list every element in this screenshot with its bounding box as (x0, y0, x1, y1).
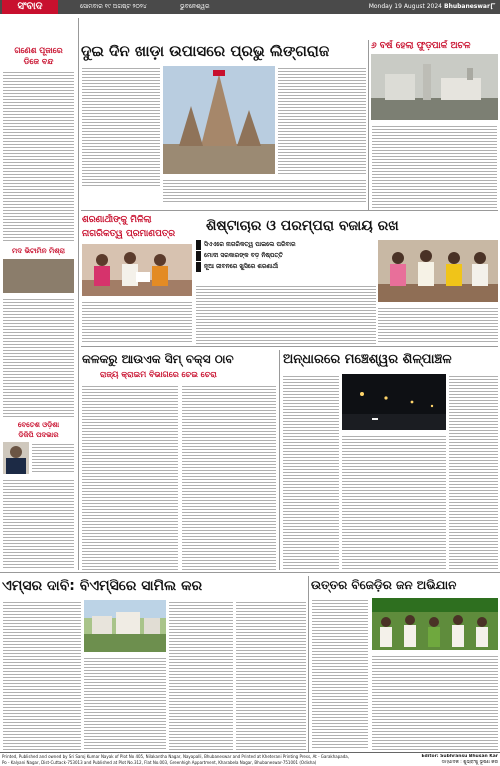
citizenship-photo (82, 244, 192, 296)
culture-body-right (378, 306, 498, 344)
masthead-date-odia: ସୋମବାର ୧୯ ଅଗଷ୍ଟ ୨୦୨୪ (80, 3, 147, 10)
section-rule-2 (81, 346, 498, 347)
culture-body-left (82, 300, 192, 344)
dgp-portrait (3, 442, 29, 474)
dark-street-photo (342, 374, 446, 430)
left-story1-title: ଗଣେଶ ପୂଜାରେ (2, 46, 75, 56)
footer-editor-odia: ସମ୍ପାଦକ : ଶୁଭ୍ରାଂଶୁ ଭୂଷଣ କର (441, 760, 498, 765)
food-park-photo (371, 54, 498, 120)
lead-temple-photo (163, 66, 275, 174)
sim-headline: କଳକରୁ ଆଉଏକ ସିମ୍ ବକ୍ସ ଠାବ (82, 352, 234, 366)
side-body (372, 124, 497, 210)
bmc-body-col2 (84, 656, 166, 750)
sim-body-col2 (182, 384, 276, 570)
masthead-date-english: Monday 19 August 2024 (368, 3, 442, 10)
left-story3-subtitle: ଡିଜିପି ପଦଭାର (2, 430, 75, 440)
column-rule-left (78, 18, 79, 570)
culture-bullet-2: ମୋଦୀ ସରକାରଙ୍କ ବଡ଼ ନିଷ୍ପତ୍ତି (196, 251, 376, 261)
left-story3-title: ବେତେଶ ଓଡ଼ିଶା (2, 420, 75, 430)
column-rule-sim (279, 350, 280, 570)
dark-body-col1 (283, 374, 339, 570)
aiims-campus-photo (84, 600, 166, 652)
lead-body-bottom (163, 178, 366, 204)
footer (0, 752, 500, 765)
sim-subheadline: ରାଜ୍ୟ କ୍ରାଇମ ବିଭାଗରେ ଚେଇ ଚେରା (100, 370, 217, 379)
section-rule-3 (0, 572, 500, 573)
left-story2-body (3, 297, 74, 417)
culture-bullets (196, 240, 376, 280)
left-story2-photo (3, 259, 74, 293)
masthead (0, 0, 500, 14)
bmc-headline: ଏମ୍‌ସର ଦାବି: ବିଏମ୍‌ସିରେ ସାମିଲ କର (2, 578, 203, 594)
bmc-body-col3 (169, 600, 233, 750)
culture-body-mid (196, 284, 376, 344)
left-story3-body-top (32, 442, 74, 474)
bjd-rally-photo (372, 598, 498, 650)
lead-body-col2 (278, 66, 366, 174)
left-story3-body (3, 478, 74, 570)
side-headline: ୬ ବର୍ଷ ହେଲା ଫୁଡ଼ପାର୍କ ଅଚଳ (371, 41, 471, 51)
ceremony-illustration (82, 244, 192, 296)
left-story1-subtitle: ଡିଜେ ବନ୍ଦ (2, 57, 75, 67)
sim-body-col1 (82, 384, 178, 570)
masthead-logo[interactable]: ସଂବାଦ (2, 0, 58, 14)
night-road-illustration (342, 374, 446, 430)
culture-bullet-3: ନୂଆ ଜୀବନରେ ଖୁସିରେ ଶରଣାର୍ଥୀ (196, 262, 376, 272)
footer-editor: Editor: Subhransu Bhusan Kar (421, 754, 498, 759)
bmc-body-col4 (236, 600, 306, 750)
masthead-edition-english: Bhubaneswar (444, 3, 490, 10)
section-rule-1 (81, 210, 498, 211)
bjd-headline: ଉତ୍ତର ବିଜେଡ଼ିର ଜନ ଅଭିଯାନ (311, 578, 457, 592)
bmc-body-col1 (3, 600, 81, 750)
bjd-body-col2 (372, 654, 498, 750)
governor-photo (378, 240, 498, 302)
column-rule-mid (368, 40, 369, 210)
footer-imprint-line1: Printed, Published and owned by Sri Saroj Kumar Nayak of Plot No 405, Nilakantha Nagar, Nayapalli, Bhubaneswar and Printed at Kheterani Printing Press, At - Garakhapada, (2, 754, 349, 759)
masthead-edition-odia: ଭୁବନେଶ୍ୱର (180, 3, 210, 10)
lead-body-col1 (82, 66, 160, 186)
dark-headline: ଅନ୍ଧାରରେ ମଞ୍ଚେଶ୍ୱର ଶିଳ୍ପାଞ୍ଚଳ (283, 352, 452, 367)
culture-headline: ଶିଷ୍ଟାଚାର ଓ ପରମ୍ପରା ବଜାୟ ରଖ (206, 218, 399, 234)
left-story2-title: ମଦ ଭିଟାମିନ ମିଶ୍ରା (2, 246, 75, 256)
page-number: ୮ (490, 2, 496, 12)
felicitation-illustration (378, 240, 498, 302)
bjd-body-col1 (312, 598, 368, 750)
left-column (0, 16, 77, 571)
column-rule-bottom (308, 576, 309, 752)
factory-illustration (371, 54, 498, 120)
dark-body-col2 (342, 434, 446, 570)
temple-illustration (163, 66, 275, 174)
left-story1-body (3, 70, 74, 242)
culture-kicker-line2: ନାଗରିକତ୍ୱ ପ୍ରମାଣପତ୍ର (82, 229, 176, 239)
culture-bullet-1: ସିଏଏରେ ନାଗରିକତ୍ୱ ପାଇଲେ ପରିବାର (196, 240, 376, 250)
campus-illustration (84, 600, 166, 652)
lead-headline: ଦୁଇ ଦିନ ଖାଡ଼ା ଉପାସରେ ପ୍ରଭୁ ଲିଙ୍ଗରାଜ (81, 40, 366, 62)
rally-illustration (372, 598, 498, 650)
footer-imprint-line2: Po - Kalyani Nagar, Dist-Cuttack-753013 and Published at Plot No.312, Flat No.003, Greenhigh Appartment, Kharabela Nagar, Bhubaneswar-751001 (Odisha) (2, 760, 317, 765)
dark-body-col3 (449, 374, 498, 570)
culture-kicker: ଶରଣାର୍ଥୀଙ୍କୁ ମିଳିଲା (82, 215, 152, 225)
